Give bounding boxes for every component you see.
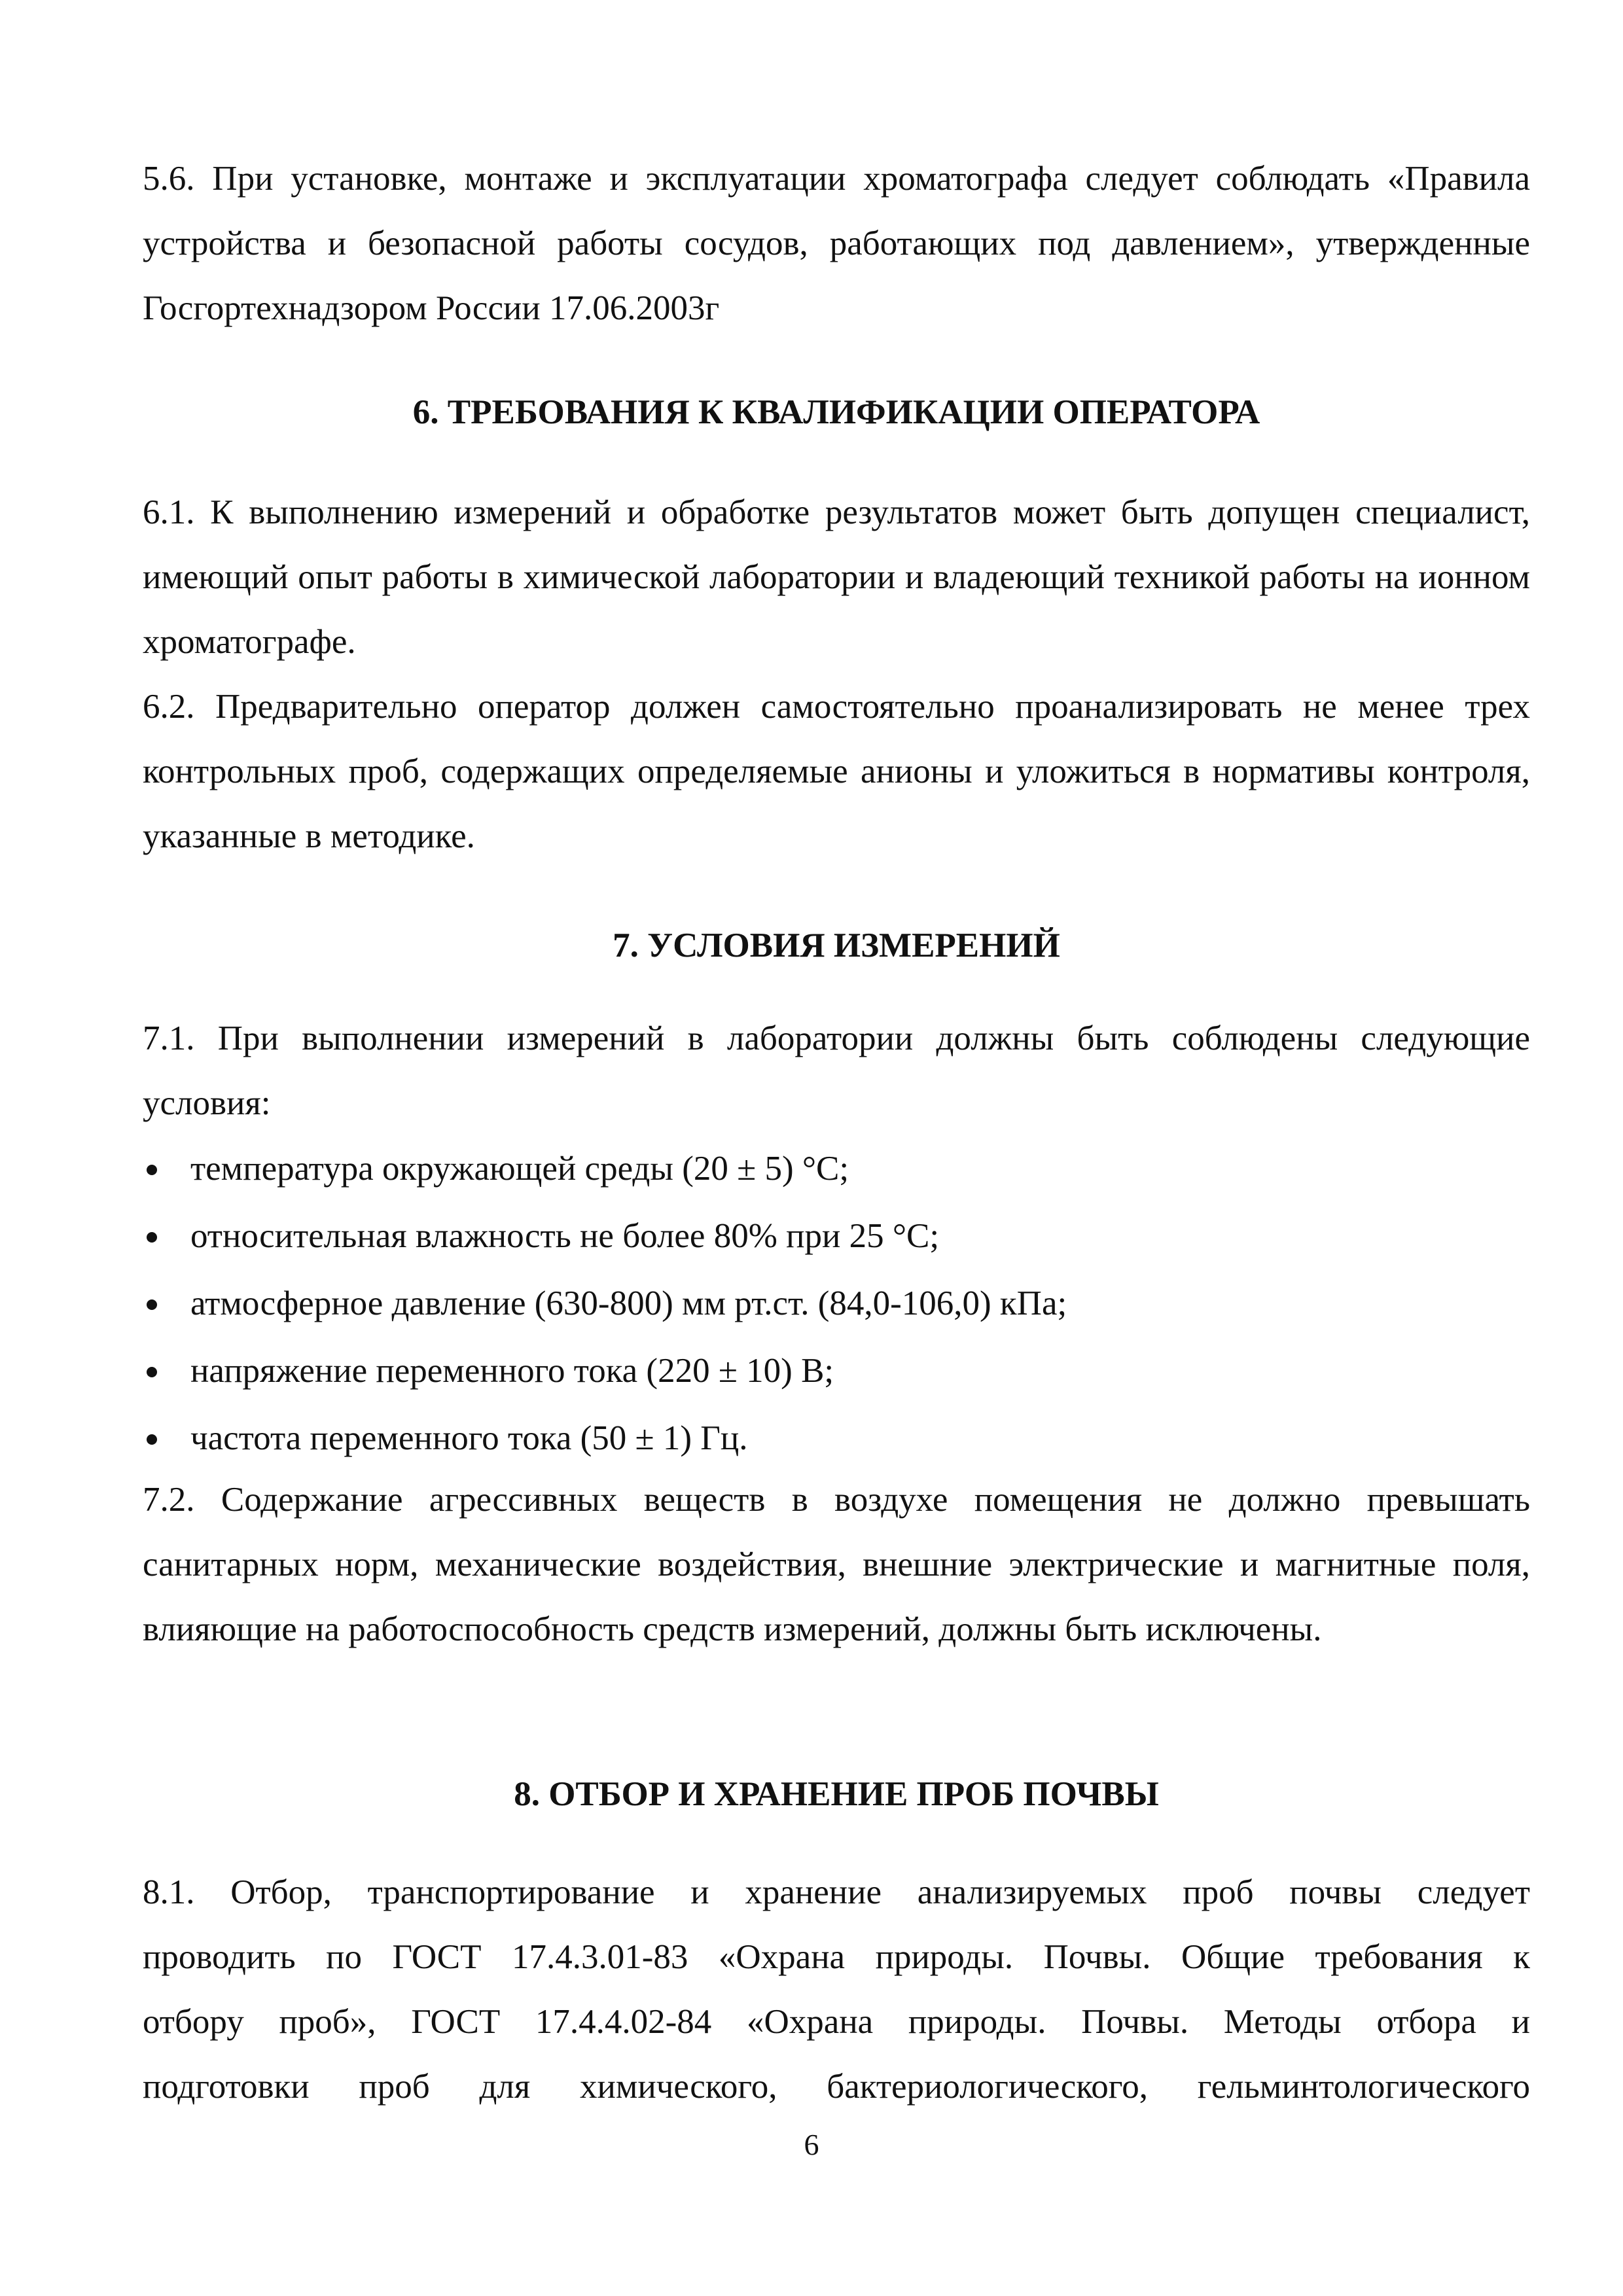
list-item: атмосферное давление (630-800) мм рт.ст. (84,0-106,0) кПа;	[143, 1270, 1530, 1337]
paragraph-line: подготовки проб для химического, бактериологического, гельминтологического	[143, 2068, 1530, 2106]
paragraph-line: отбору проб», ГОСТ 17.4.4.02-84 «Охрана природы. Почвы. Методы отбора и	[143, 2003, 1530, 2041]
paragraph-6-1: 6.1. К выполнению измерений и обработке результатов может быть допущен специалист, имеющий опыт работы в химической лаборатории и владеющий техникой работы на ионном хроматографе.	[143, 493, 1530, 661]
list-item: частота переменного тока (50 ± 1) Гц.	[143, 1405, 1530, 1472]
paragraph-7-2: 7.2. Содержание агрессивных веществ в воздухе помещения не должно превышать санитарных норм, механические воздействия, внешние электрические и магнитные поля, влияющие на работоспособность средств измерений, должны быть исключены.	[143, 1481, 1530, 1648]
section-8-heading: 8. ОТБОР И ХРАНЕНИЕ ПРОБ ПОЧВЫ	[514, 1775, 1159, 1813]
list-item: температура окружающей среды (20 ± 5) °С;	[143, 1135, 1530, 1203]
paragraph-6-2: 6.2. Предварительно оператор должен самостоятельно проанализировать не менее трех контрольных проб, содержащих определяемые анионы и уложиться в нормативы контроля, указанные в методике.	[143, 688, 1530, 855]
paragraph-5-6: 5.6. При установке, монтаже и эксплуатации хроматографа следует соблюдать «Правила устройства и безопасной работы сосудов, работающих под давлением», утвержденные Госгортехнадзором России 17.06.2003г	[143, 160, 1530, 327]
paragraph-8-1	[143, 1860, 1530, 2119]
section-7-heading: 7. УСЛОВИЯ ИЗМЕРЕНИЙ	[613, 927, 1060, 964]
paragraph-7-1: 7.1. При выполнении измерений в лаборатории должны быть соблюдены следующие условия:	[143, 1019, 1530, 1122]
paragraph-line: 8.1. Отбор, транспортирование и хранение анализируемых проб почвы следует	[143, 1873, 1530, 1911]
section-6-heading: 6. ТРЕБОВАНИЯ К КВАЛИФИКАЦИИ ОПЕРАТОРА	[412, 393, 1260, 431]
conditions-list	[143, 1135, 1530, 1472]
list-item: относительная влажность не более 80% при 25 °С;	[143, 1203, 1530, 1270]
paragraph-line: проводить по ГОСТ 17.4.3.01-83 «Охрана природы. Почвы. Общие требования к	[143, 1938, 1530, 1976]
page-number: 6	[804, 2128, 819, 2161]
list-item: напряжение переменного тока (220 ± 10) В;	[143, 1337, 1530, 1405]
